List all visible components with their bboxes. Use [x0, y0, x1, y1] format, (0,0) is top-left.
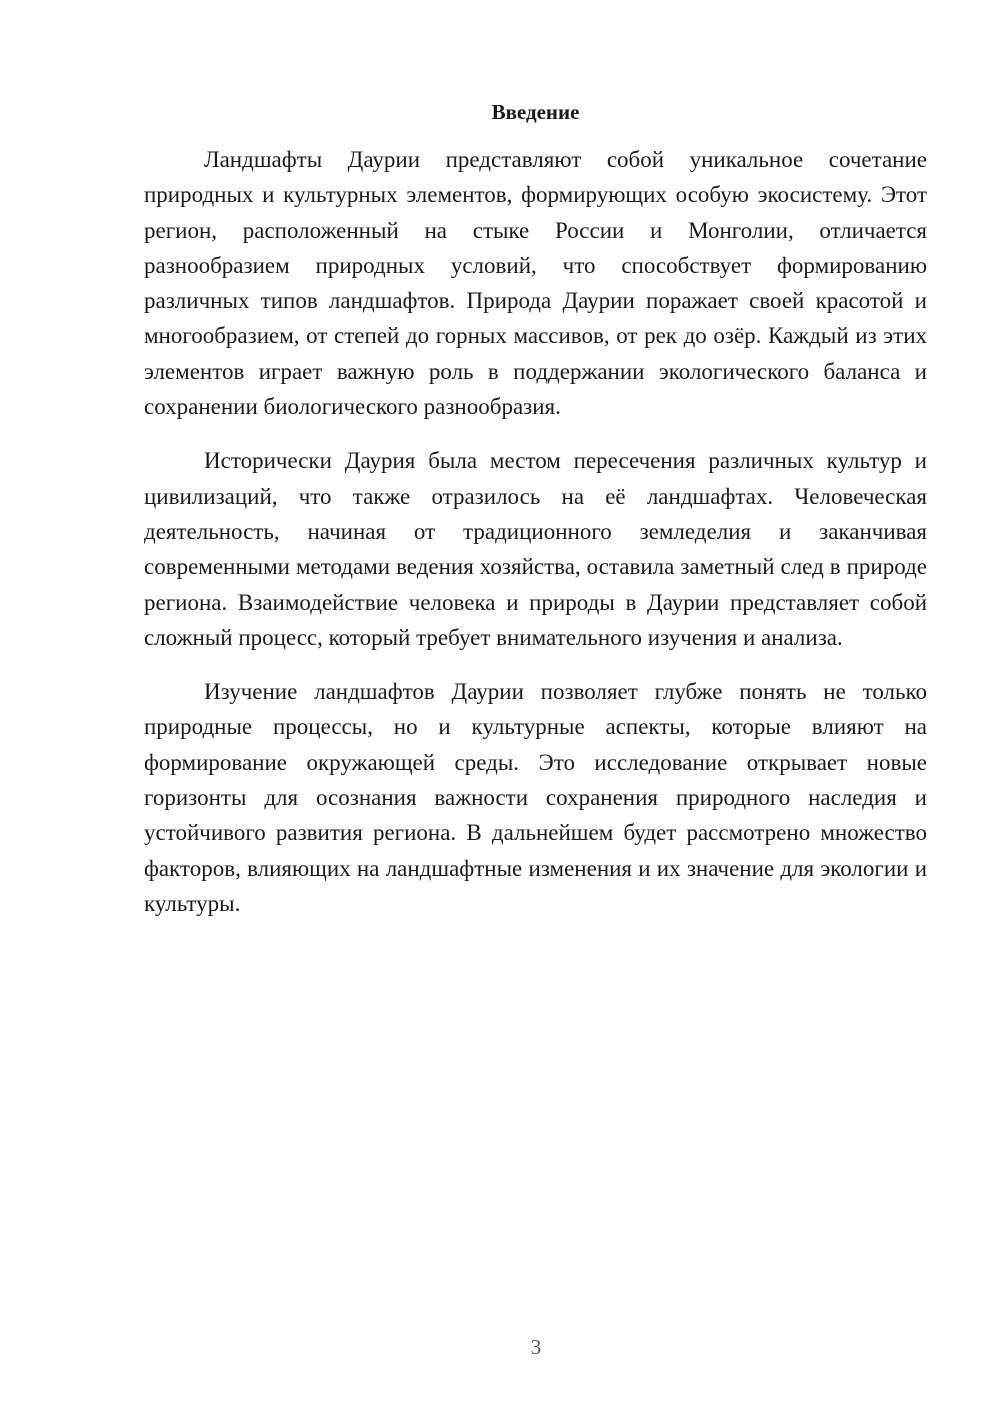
paragraph-3: Изучение ландшафтов Даурии позволяет глубже понять не только природные процессы, но и культурные аспекты, которые влияют на формирование окружающей среды. Это исследование открывает новые горизонты для осознания важности сохранения природного наследия и устойчивого развития региона. В дальнейшем будет рассмотрено множество факторов, влияющих на ландшафтные изменения и их значение для экологии и культуры. — [144, 679, 927, 916]
page-title: Введение — [491, 100, 580, 124]
paragraph-2: Исторически Даурия была местом пересечения различных культур и цивилизаций, что также отразилось на её ландшафтах. Человеческая деятельность, начиная от традиционного земледелия и заканчивая современными методами ведения хозяйства, оставила заметный след в природе региона. Взаимодействие человека и природы в Даурии представляет собой сложный процесс, который требует внимательного изучения и анализа. — [144, 448, 927, 650]
paragraph-1: Ландшафты Даурии представляют собой уникальное сочетание природных и культурных элементов, формирующих особую экосистему. Этот регион, расположенный на стыке России и Монголии, отличается разнообразием природных условий, что способствует формированию различных типов ландшафтов. Природа Даурии поражает своей красотой и многообразием, от степей до горных массивов, от рек до озёр. Каждый из этих элементов играет важную роль в поддержании экологического баланса и сохранении биологического разнообразия. — [144, 147, 927, 420]
page-number: 3 — [530, 1335, 542, 1359]
document-body — [144, 142, 927, 940]
